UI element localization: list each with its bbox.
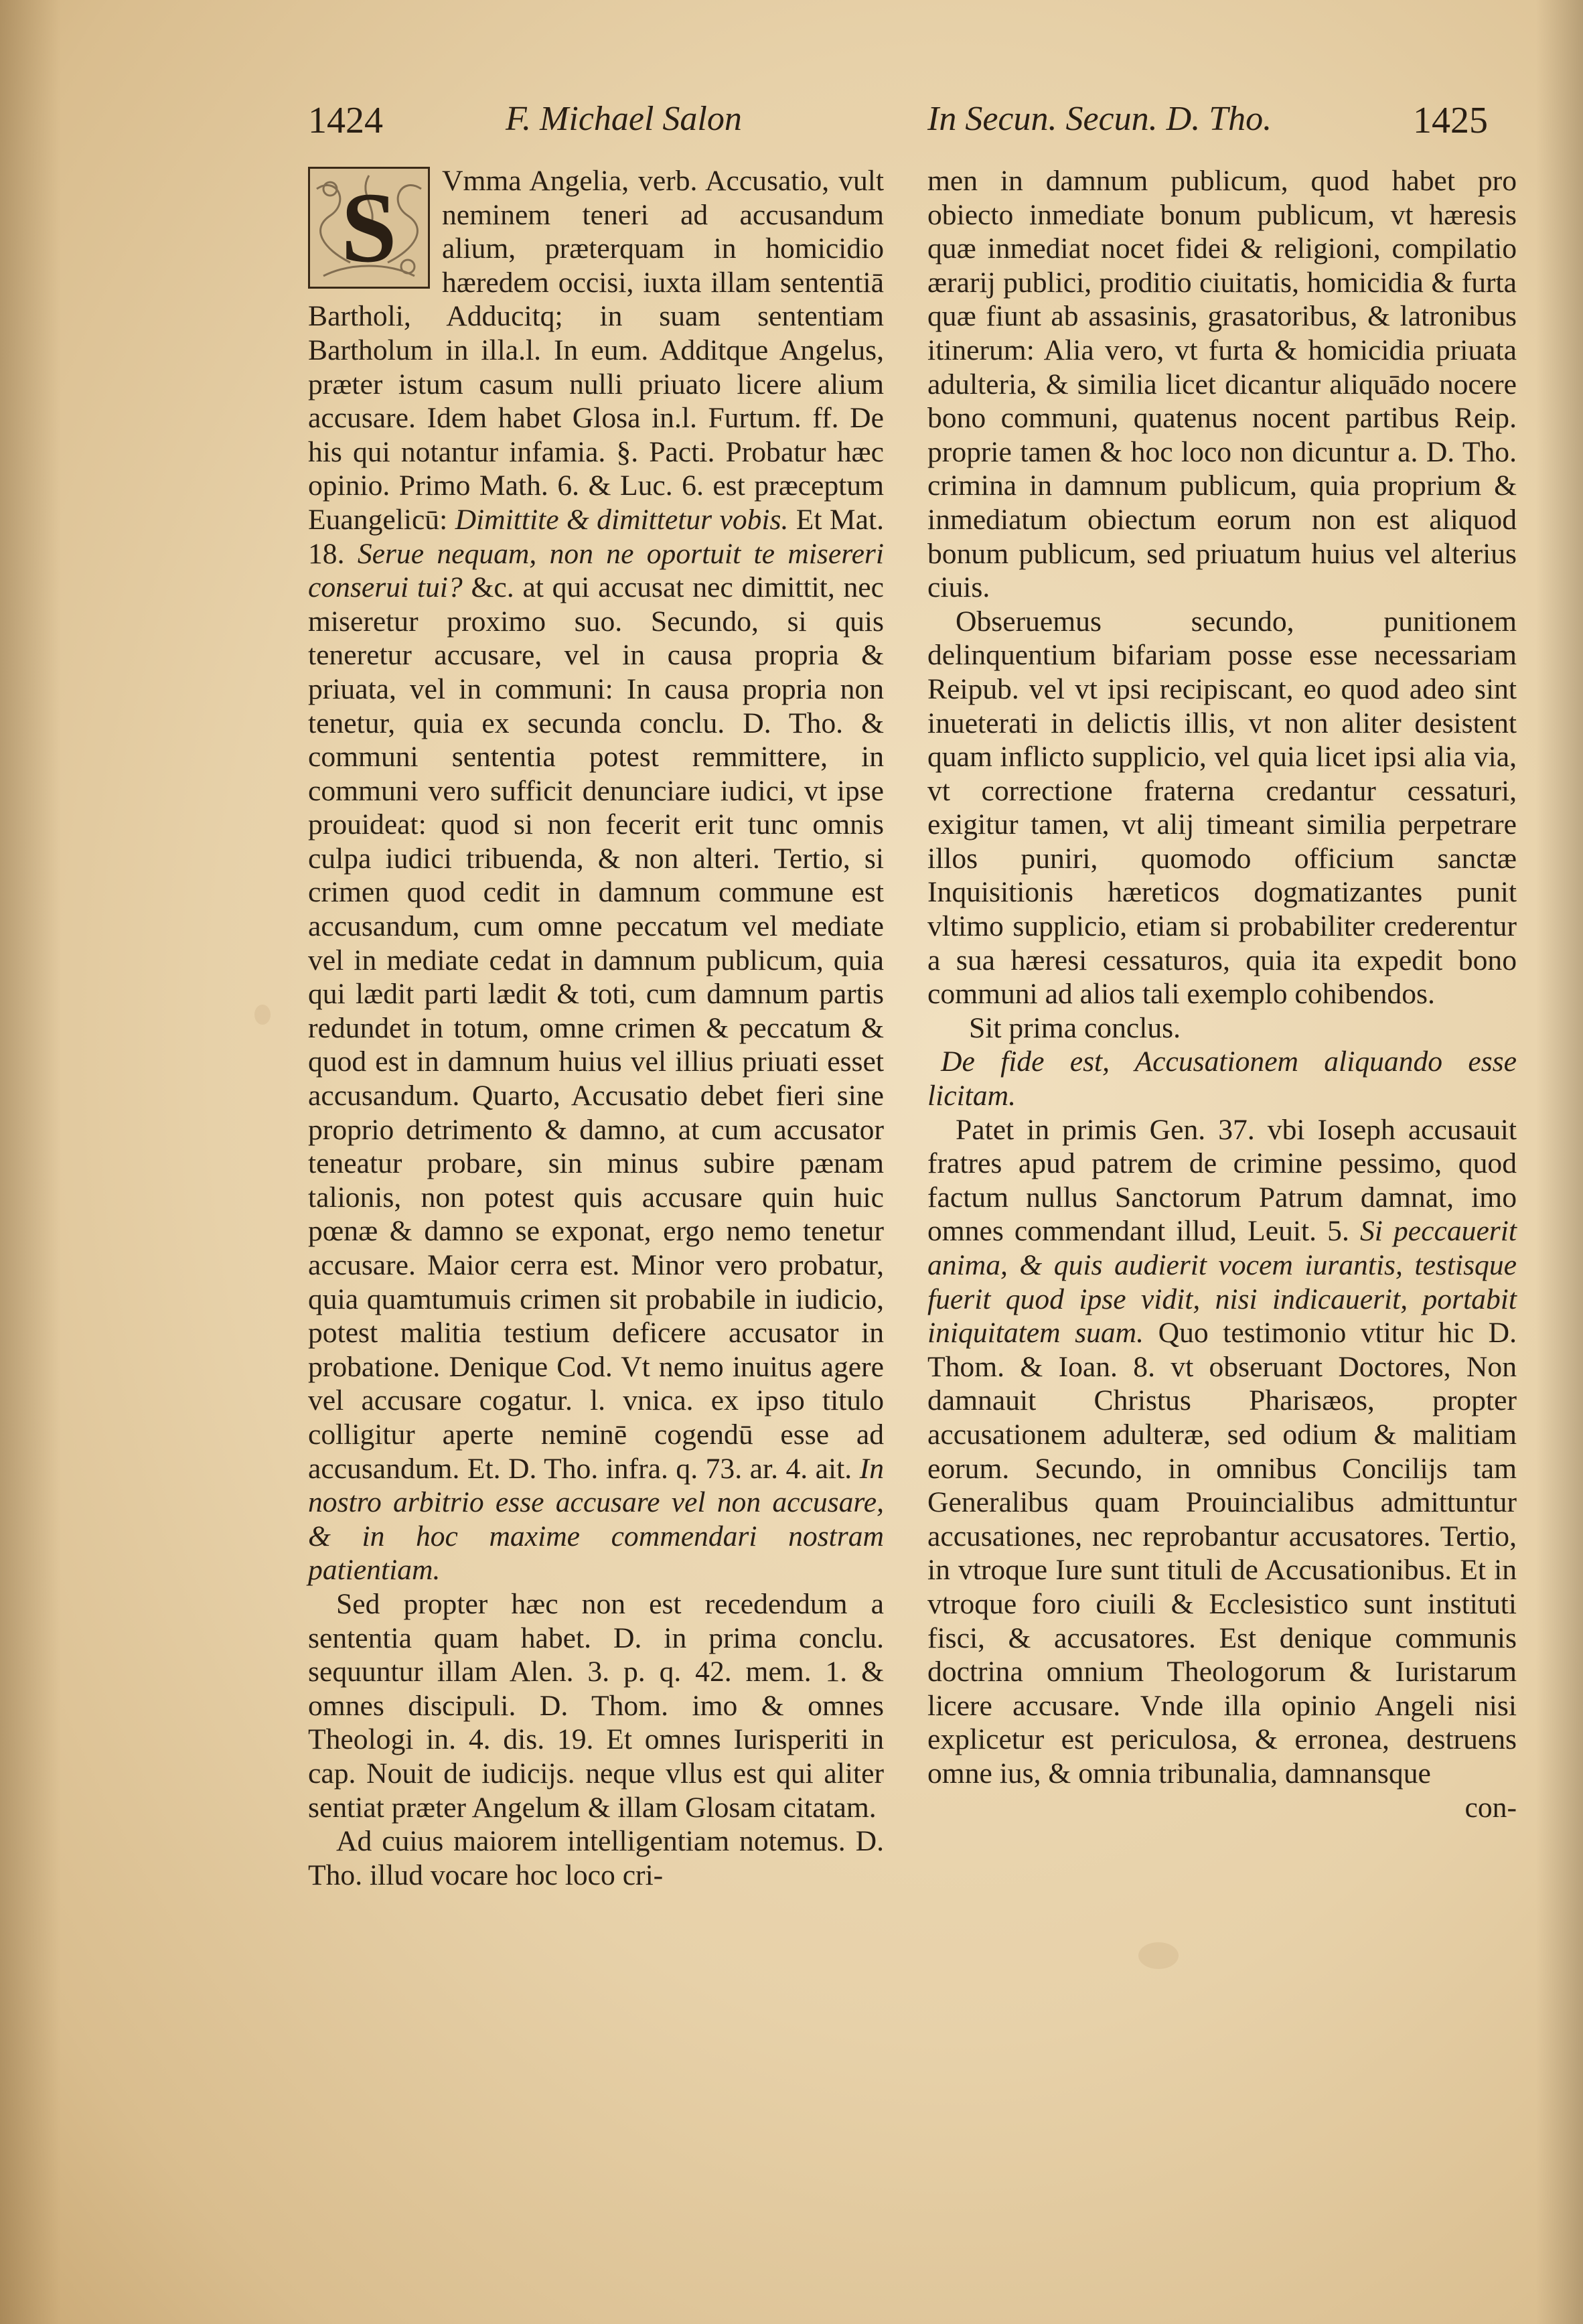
paragraph-text: Patet in primis Gen. 37. vbi Ioseph accusauit fratres apud patrem de crimine pessimo, quod factum nullus Sanctorum Patrum damnat, imo omnes commendant illud, Leuit. 5. xyxy=(927,1113,1517,1248)
conclusion-statement: De fide est, Accusationem aliquando esse licitam. xyxy=(927,1045,1517,1112)
paragraph: Sed propter hæc non est recedendum a sententia quam habet. D. in prima conclu. sequuntur illam Alen. 3. p. q. 42. mem. 1. & omnes discipuli. D. Thom. imo & omnes Theologi in. 4. dis. 19. Et omnes Iurisperiti in cap. Nouit de iudicijs. neque vllus est qui aliter sentiat præter Angelum & illam Glosam citatam. xyxy=(308,1587,884,1824)
initial-letter: S xyxy=(341,172,397,283)
decorated-initial xyxy=(308,167,430,289)
italic-quote: In nostro arbitrio esse accusare vel non accusare, & in hoc maxime commendari nostram patientiam. xyxy=(308,1452,884,1587)
right-running-title: In Secun. Secun. D. Tho. xyxy=(927,100,1272,138)
paragraph: men in damnum publicum, quod habet pro obiecto inmediate bonum publicum, vt hæresis quæ inmediat nocet fidei & religioni, compilatio ærarij publici, proditio ciuitatis, homicidia & furta quæ fiunt ab assasinis, grasatoribus, & latronibus itinerum: Alia vero, vt furta & homicidia priuata adulteria, & similia licet dicantur aliquādo nocere bono communi, quatenus nocent partibus Reip. proprie tamen & hoc loco non dicuntur a. D. Tho. crimina in damnum publicum, quia proprium & inmediatum obiectum eorum non est aliquod bonum publicum, sed priuatum huius vel alterius ciuis. xyxy=(927,165,1517,604)
italic-quote: Dimittite & dimittetur vobis. xyxy=(455,503,789,536)
right-page-number: 1425 xyxy=(1413,100,1488,141)
italic-quote: Si peccauerit anima, & quis audierit vocem iurantis, testisque fuerit quod ipse vidit, nisi indicauerit, portabit iniquitatem suam. xyxy=(927,1215,1517,1350)
stain xyxy=(1138,1942,1179,1969)
page-shadow-left xyxy=(0,0,60,2324)
paragraph-text: Vmma Angelia, verb. Accusatio, vult neminem teneri ad accusandum alium, præterquam in homicidio hæredem occisi, iuxta illam sententiā Bartholi, Adducitq; in suam sententiam Bartholum in illa.l. In eum. Additque Angelus, præter istum casum nulli priuato licere alium accusare. Idem habet Glosa in.l. Furtum. ff. De his qui notantur infamia. §. Pacti. Probatur hæc opinio. Primo Math. 6. & Luc. 6. est præceptum Euangelicū: xyxy=(308,165,884,536)
paragraph-text: &c. at qui accusat nec dimittit, nec miseretur proximo suo. Secundo, si quis teneretur accusare, vel in causa propria & priuata, vel in communi: In causa propria non tenetur, quia ex secunda conclu. D. Tho. & communi sententia potest remmittere, in communi vero sufficit denunciare iudici, vt ipse prouideat: quod si non fecerit erit tunc omnis culpa iudici tribuenda, & non alteri. Tertio, si crimen quod cedit in damnum commune est accusandum, cum omne peccatum vel mediate vel in mediate cedat in damnum publicum, quia qui lædit parti lædit & toti, cum damnum partis redundet in totum, omne crimen & peccatum & quod est in damnum huius vel illius priuati esset accusandum. Quarto, Accusatio debet fieri sine proprio detrimento & damno, at cum accusator teneatur probare, sin minus subire pænam talionis, non potest quis accusare quin huic pœnæ & damno se exponat, ergo nemo tenetur accusare. Maior cerra est. Minor vero probatur, quia quamtumuis crimen sit probabile in iudicio, potest malitia testium deficere accusator in probatione. Denique Cod. Vt nemo inuitus agere vel accusare cogatur. l. vnica. ex ipso titulo colligitur aperte neminē cogendū esse ad accusandum. Et. D. Tho. infra. q. 73. ar. 4. ait. xyxy=(308,571,885,1485)
italic-quote: Serue nequam, non ne oportuit te misereri conserui tui? xyxy=(308,537,884,604)
page-shadow-right xyxy=(1536,0,1583,2324)
catchword: con- xyxy=(1464,1791,1517,1824)
conclusion-heading: Sit prima conclus. xyxy=(969,1011,1181,1044)
paragraph-text: Quo testimonio vtitur hic D. Thom. & Ioan. 8. vt obseruant Doctores, Non damnauit Christus Pharisæos, propter accusationem adulteræ, sed odium & malitiam eorum. Secundo, in omnibus Concilijs tam Generalibus quam Prouincialibus admittuntur accusationes, nec reprobantur accusatores. Tertio, in vtroque Iure sunt tituli de Accusationibus. Et in vtroque foro ciuili & Ecclesistico sunt instituti fisci, & accusatores. Est denique communis doctrina omnium Theologorum & Iuristarum licere accusare. Vnde illa opinio Angeli nisi explicetur est periculosa, & erronea, destruens omne ius, & omnia tribunalia, damnansque xyxy=(927,1317,1517,1790)
paragraph: Obseruemus secundo, punitionem delinquentium bifariam posse esse necessariam Reipub. vel vt ipsi recipiscant, eo quod adeo sint inueterati in delictis illis, vt non aliter desistent quam inflicto supplicio, vel quia licet ipsi alia via, vt correctione fraterna credantur cessaturi, exigitur tamen, vt alij timeant similia perpetrare illos puniri, quomodo officium sanctæ Inquisitionis hæreticos dogmatizantes punit vltimo supplicio, etiam si probabiliter crederentur a sua hæresi cessaturos, quia ita expedit bono communi ad alios tali exemplo cohibendos. xyxy=(927,605,1517,1011)
stain xyxy=(254,1005,271,1025)
running-header xyxy=(308,99,1540,153)
paragraph-text: Et Mat. 18. xyxy=(308,503,884,570)
right-column xyxy=(927,164,1517,1824)
left-running-title: F. Michael Salon xyxy=(506,100,742,138)
paragraph: Ad cuius maiorem intelligentiam notemus. D. Tho. illud vocare hoc loco cri- xyxy=(308,1825,884,1891)
left-page-number: 1424 xyxy=(308,100,383,141)
left-column xyxy=(308,164,884,1892)
